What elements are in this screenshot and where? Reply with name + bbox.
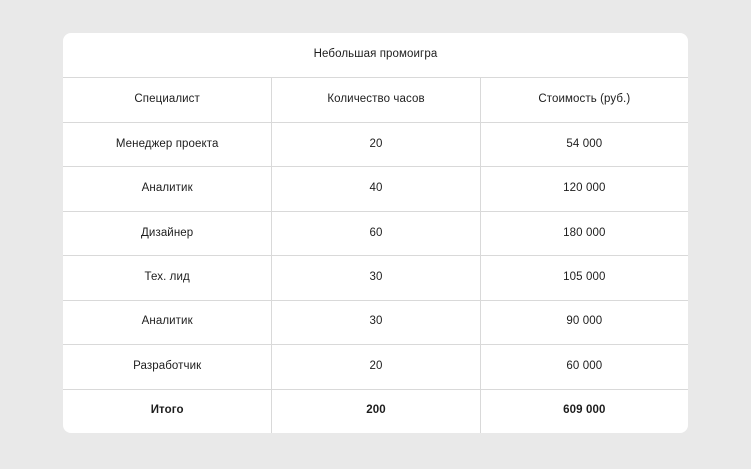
cell-cost: 90 000 [480, 301, 688, 344]
cell-hours: 30 [271, 301, 479, 344]
total-label: Итого [150, 404, 184, 417]
cell-cost: 54 000 [480, 123, 688, 166]
estimate-table-card [63, 33, 688, 433]
cell-specialist: Тех. лид [144, 271, 190, 284]
table-total-row [63, 389, 688, 433]
cell-hours: 60 [271, 212, 479, 255]
column-header-hours: Количество часов [271, 78, 479, 121]
column-header-cost: Стоимость (руб.) [480, 78, 688, 121]
table-row [63, 300, 688, 344]
table-row [63, 122, 688, 166]
cell-hours: 20 [271, 345, 479, 388]
cell-cost: 180 000 [480, 212, 688, 255]
table-title: Небольшая промоигра [313, 48, 438, 61]
cell-specialist: Дизайнер [141, 226, 194, 239]
table-row [63, 166, 688, 210]
table-title-row [63, 33, 688, 77]
table-header-row [63, 77, 688, 121]
table-row [63, 255, 688, 299]
column-header-specialist: Специалист [134, 93, 200, 106]
cell-cost: 105 000 [480, 256, 688, 299]
total-cost: 609 000 [480, 390, 688, 433]
cell-specialist: Менеджер проекта [115, 137, 219, 150]
cell-cost: 120 000 [480, 167, 688, 210]
cell-cost: 60 000 [480, 345, 688, 388]
cell-specialist: Аналитик [141, 182, 193, 195]
cell-specialist: Разработчик [133, 359, 202, 372]
cell-hours: 20 [271, 123, 479, 166]
cell-specialist: Аналитик [141, 315, 193, 328]
table-row [63, 211, 688, 255]
total-hours: 200 [271, 390, 479, 433]
table-row [63, 344, 688, 388]
cell-hours: 30 [271, 256, 479, 299]
cell-hours: 40 [271, 167, 479, 210]
